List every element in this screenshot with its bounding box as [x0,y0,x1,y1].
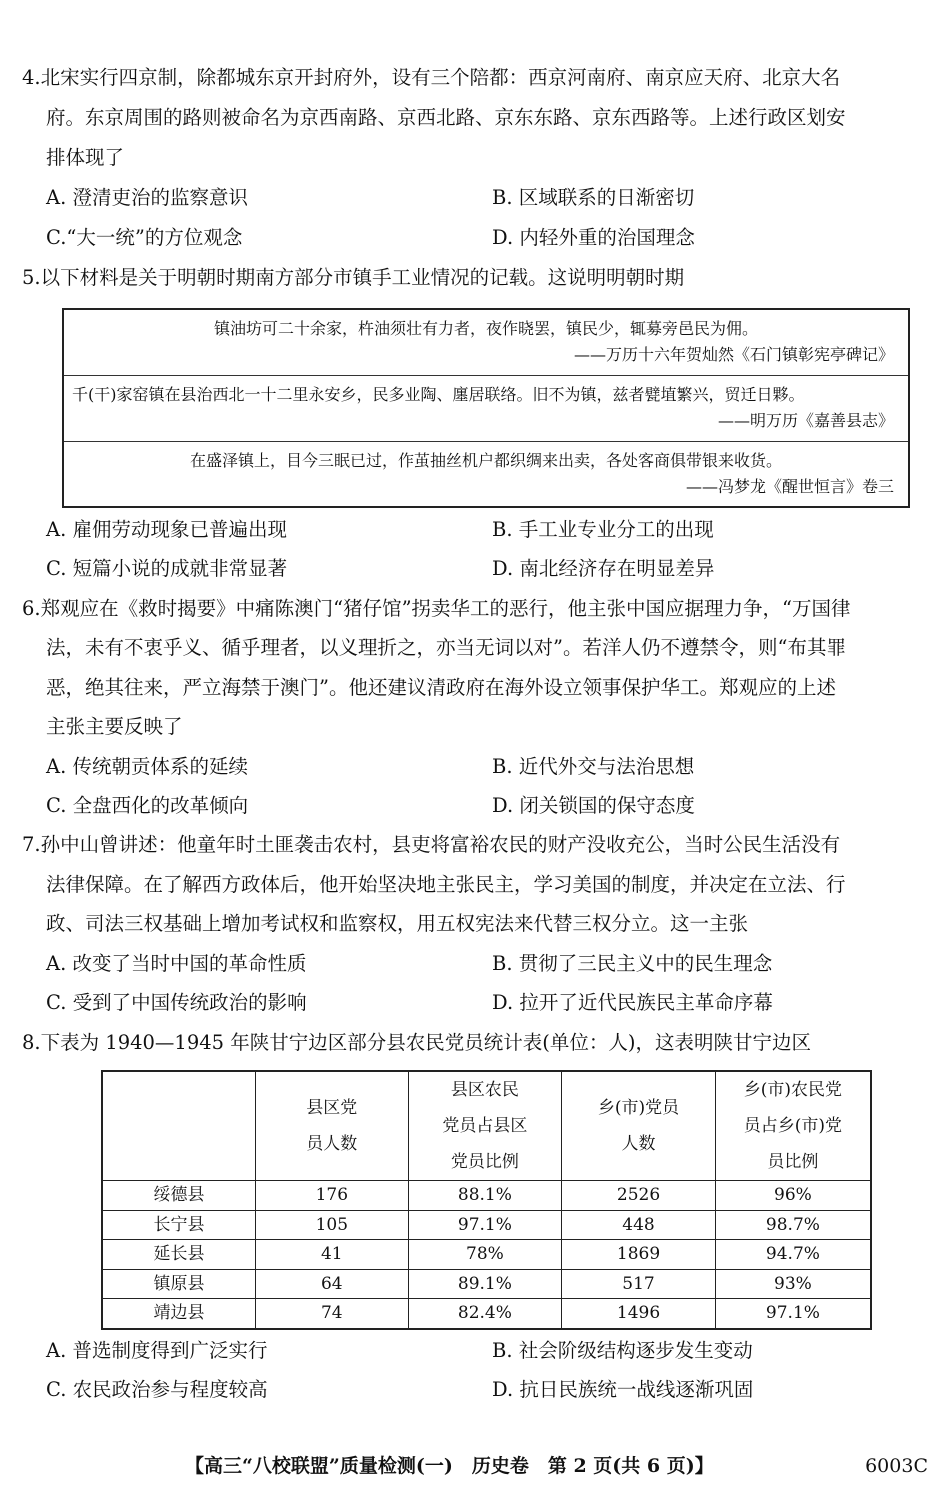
q6-option-d: D. 闭关锁国的保守态度 [492,794,695,817]
q5-option-a: A. 雇佣劳动现象已普遍出现 [46,518,287,541]
q8-party-member-table [101,1070,872,1330]
q5-option-b: B. 手工业专业分工的出现 [492,518,714,541]
header-text: 县区党 员人数 [306,1098,358,1154]
q4-option-c: C.“大一统”的方位观念 [46,226,243,249]
q5-source-1-quote: 镇油坊可二十余家，杵油须壮有力者，夜作晓罢，镇民少，辄募旁邑民为佣。 [213,319,758,338]
q6-option-c: C. 全盘西化的改革倾向 [46,794,249,817]
q4-option-a: A. 澄清吏治的监察意识 [46,186,248,209]
q5-option-c: C. 短篇小说的成就非常显著 [46,557,288,580]
table-cell: 长宁县 [102,1210,256,1240]
table-cell: 105 [256,1210,409,1240]
q6-stem-line-4: 主张主要反映了 [46,715,183,738]
table-cell: 1496 [562,1299,716,1329]
table-cell: 176 [256,1181,409,1211]
q7-stem-line-3: 政、司法三权基础上增加考试权和监察权，用五权宪法来代替三权分立。这一主张 [46,912,749,935]
table-cell: 93% [715,1269,871,1299]
q4-stem-line-3: 排体现了 [46,146,125,169]
table-header-township-farmer-ratio [715,1071,871,1181]
table-cell: 89.1% [408,1269,562,1299]
table-cell: 74 [256,1299,409,1329]
table-cell: 41 [256,1240,409,1270]
q5-source-3 [64,442,908,508]
q5-source-3-quote: 在盛泽镇上，目今三眠已过，作茧抽丝机户都织绸来出卖，各处客商俱带银来收货。 [189,451,782,470]
q5-source-2 [64,376,908,442]
table-cell: 镇原县 [102,1269,256,1299]
q5-source-1-cite: ——万历十六年贺灿然《石门镇彰宪亭碑记》 [573,345,894,364]
table-header-township-members [562,1071,716,1181]
q4-stem-line-1: 4.北宋实行四京制，除都城东京开封府外，设有三个陪都：西京河南府、南京应天府、北京大名 [22,66,841,89]
table-cell: 96% [715,1181,871,1211]
q5-stem-line-1: 5.以下材料是关于明朝时期南方部分市镇手工业情况的记载。这说明明朝时期 [22,266,685,289]
table-row [102,1240,871,1270]
q8-option-a: A. 普选制度得到广泛实行 [46,1339,268,1362]
q6-stem-line-3: 恶，绝其往来，严立海禁于澳门”。他还建议清政府在海外设立领事保护华工。郑观应的上述 [46,676,836,699]
q6-option-b: B. 近代外交与法治思想 [492,755,695,778]
table-cell: 82.4% [408,1299,562,1329]
table-cell: 448 [562,1210,716,1240]
q5-source-box [62,308,910,508]
q7-option-a: A. 改变了当时中国的革命性质 [46,952,307,975]
q5-source-2-quote: 千(干)家窑镇在县治西北一十二里永安乡，民多业陶、廛居联络。旧不为镇，兹者甓埴繁兴，贸迁日夥。 [72,385,805,404]
q7-option-d: D. 拉开了近代民族民主革命序幕 [492,991,773,1014]
q8-option-b: B. 社会阶级结构逐步发生变动 [492,1339,753,1362]
table-cell: 97.1% [408,1210,562,1240]
q4-option-b: B. 区域联系的日渐密切 [492,186,695,209]
table-cell: 97.1% [715,1299,871,1329]
table-cell: 78% [408,1240,562,1270]
q6-stem-line-1: 6.郑观应在《救时揭要》中痛陈澳门“猪仔馆”拐卖华工的恶行，他主张中国应据理力争，“万国律 [22,597,851,620]
table-header-county-farmer-ratio [408,1071,562,1181]
table-row [102,1181,871,1211]
q7-stem-line-1: 7.孙中山曾讲述：他童年时土匪袭击农村，县吏将富裕农民的财产没收充公，当时公民生活没有 [22,833,841,856]
q6-stem-line-2: 法，未有不衷乎义、循乎理者，以义理折之，亦当无词以对”。若洋人仍不遵禁令，则“布其罪 [46,636,846,659]
q6-option-a: A. 传统朝贡体系的延续 [46,755,248,778]
q5-source-3-cite: ——冯梦龙《醒世恒言》卷三 [685,477,894,496]
table-header-row [102,1071,871,1181]
table-header-county-members [256,1071,409,1181]
header-text: 乡(市)农民党 员占乡(市)党 员比例 [743,1080,843,1172]
table-header-county [102,1071,256,1181]
q5-option-d: D. 南北经济存在明显差异 [492,557,715,580]
table-cell: 1869 [562,1240,716,1270]
q8-option-d: D. 抗日民族统一战线逐渐巩固 [492,1378,754,1401]
table-row [102,1299,871,1329]
table-cell: 靖边县 [102,1299,256,1329]
table-row [102,1269,871,1299]
q5-source-2-cite: ——明万历《嘉善县志》 [717,411,894,430]
table-row [102,1210,871,1240]
table-cell: 94.7% [715,1240,871,1270]
q4-option-d: D. 内轻外重的治国理念 [492,226,695,249]
header-text: 乡(市)党员 人数 [597,1098,680,1154]
table-cell: 517 [562,1269,716,1299]
q8-option-c: C. 农民政治参与程度较高 [46,1378,268,1401]
footer-title: 【高三“八校联盟”质量检测(一) 历史卷 第 2 页(共 6 页)】 [185,1455,714,1477]
table-cell: 98.7% [715,1210,871,1240]
q5-source-1 [64,310,908,376]
table-cell: 2526 [562,1181,716,1211]
header-text: 县区农民 党员占县区 党员比例 [442,1080,528,1172]
q7-option-c: C. 受到了中国传统政治的影响 [46,991,307,1014]
page-footer [0,1446,950,1486]
q8-stem-line-1: 8.下表为 1940—1945 年陕甘宁边区部分县农民党员统计表(单位：人)，这表明陕甘宁边区 [22,1031,811,1054]
table-cell: 64 [256,1269,409,1299]
table-cell: 延长县 [102,1240,256,1270]
table-cell: 绥德县 [102,1181,256,1211]
table-cell: 88.1% [408,1181,562,1211]
footer-code: 6003C [865,1455,928,1477]
q7-option-b: B. 贯彻了三民主义中的民生理念 [492,952,773,975]
q4-stem-line-2: 府。东京周围的路则被命名为京西南路、京西北路、京东东路、京东西路等。上述行政区划安 [46,106,846,129]
q7-stem-line-2: 法律保障。在了解西方政体后，他开始坚决地主张民主，学习美国的制度，并决定在立法、行 [46,873,846,896]
